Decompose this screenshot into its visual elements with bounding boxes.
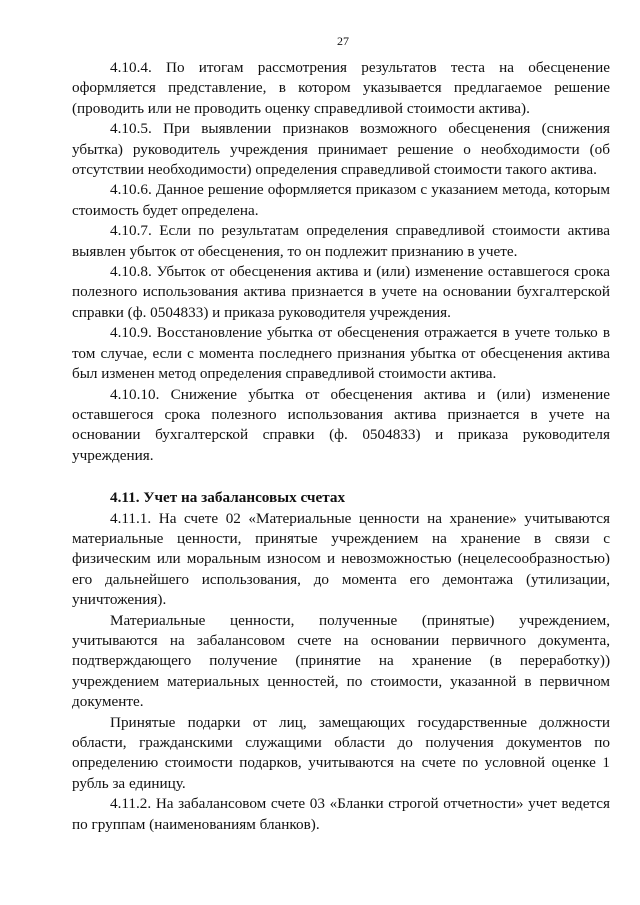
document-page	[72, 0, 612, 905]
paragraph-4-10-10: 4.10.10. Снижение убытка от обесценения актива и (или) изменение оставшегося срока полезного использования актива признается в учете на основании бухгалтерской справки (ф. 0504833) и приказа руководителя учреждения.	[72, 385, 610, 464]
paragraph-material-values: Материальные ценности, полученные (принятые) учреждением, учитываются на забалансовом счете на основании первичного документа, подтверждающего получение (принятие на хранение (в переработку)) учреждением материальных ценностей, по стоимости, указанной в первичном документе.	[72, 611, 610, 711]
paragraph-4-10-4: 4.10.4. По итогам рассмотрения результатов теста на обесценение оформляется представление, в котором указывается предлагаемое решение (проводить или не проводить оценку справедливой стоимости актива).	[72, 59, 610, 117]
document-body	[72, 58, 610, 835]
paragraph-4-10-9: 4.10.9. Восстановление убытка от обесценения отражается в учете только в том случае, если с момента последнего признания убытка от обесценения актива был изменен метод определения справедливой стоимости актива.	[72, 324, 610, 383]
paragraph-4-11-1: 4.11.1. На счете 02 «Материальные ценности на хранение» учитываются материальные ценности, принятые учреждением на хранение в связи с физическим или моральным износом и невозможностью (нецелесообразностью) его дальнейшего использования, до момента его демонтажа (утилизации, уничтожения).	[72, 509, 610, 609]
section-heading-4-11: 4.11. Учет на забалансовых счетах	[110, 489, 346, 507]
page-number: 27	[337, 34, 349, 48]
paragraph-4-10-5: 4.10.5. При выявлении признаков возможного обесценения (снижения убытка) руководитель учреждения принимает решение о необходимости (об отсутствии необходимости) определения справедливой стоимости такого актива.	[72, 120, 610, 179]
paragraph-4-10-8: 4.10.8. Убыток от обесценения актива и (или) изменение оставшегося срока полезного использования актива признается в учете на основании бухгалтерской справки (ф. 0504833) и приказа руководителя учреждения.	[72, 263, 610, 321]
paragraph-4-10-7: 4.10.7. Если по результатам определения справедливой стоимости актива выявлен убыток от обесценения, то он подлежит признанию в учете.	[72, 222, 610, 260]
paragraph-gifts: Принятые подарки от лиц, замещающих государственные должности области, гражданскими служащими области до получения документов по определению стоимости подарков, учитываются на счете по условной оценке 1 рубль за единицу.	[72, 713, 610, 792]
paragraph-4-11-2: 4.11.2. На забалансовом счете 03 «Бланки строгой отчетности» учет ведется по группам (наименованиям бланков).	[72, 795, 610, 833]
paragraph-4-10-6: 4.10.6. Данное решение оформляется приказом с указанием метода, которым стоимость будет определена.	[72, 181, 610, 219]
